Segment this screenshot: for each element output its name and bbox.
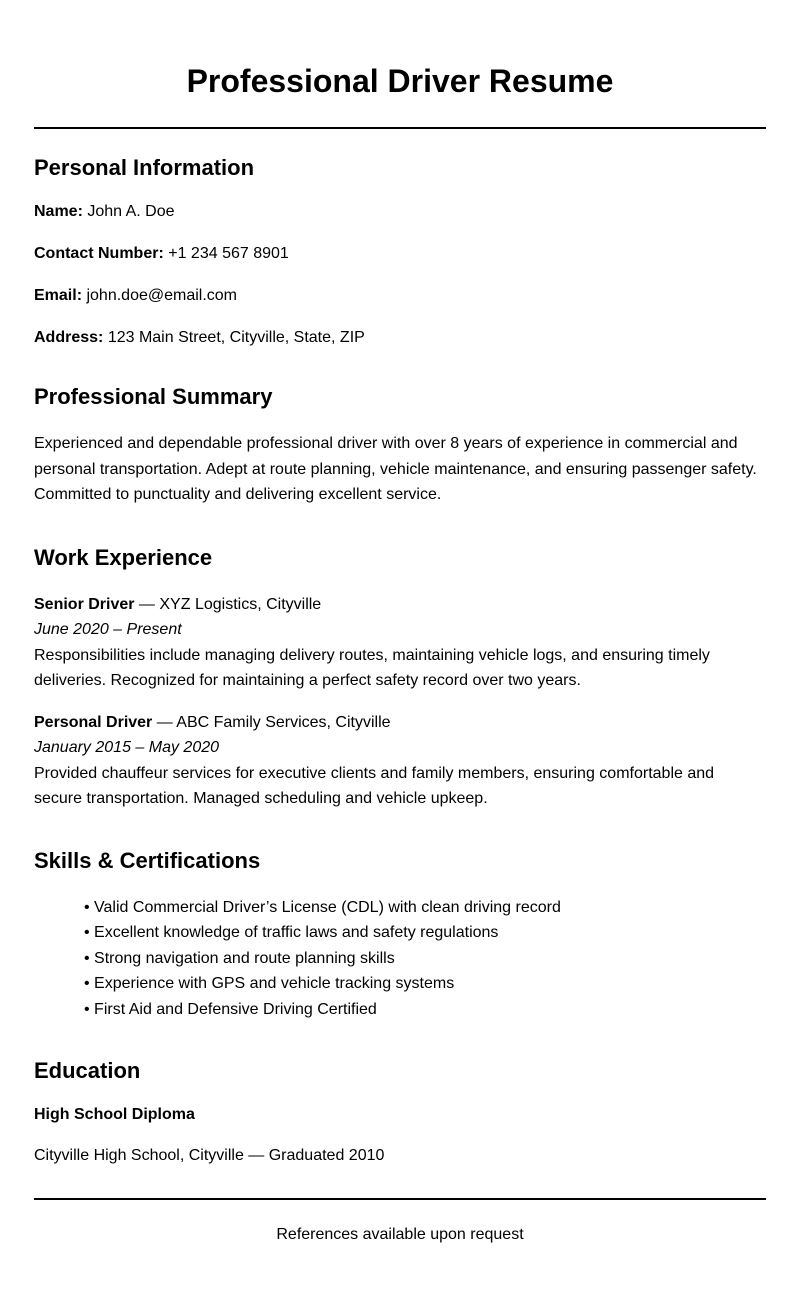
education-section xyxy=(34,1058,766,1166)
job-entry-senior-driver xyxy=(34,592,766,694)
personal-information-heading: Personal Information xyxy=(34,155,255,180)
education-school: Cityville High School, Cityville — Graduated 2010 xyxy=(34,1147,385,1164)
job-role: Personal Driver xyxy=(34,713,153,731)
name-field xyxy=(34,202,766,222)
job-dates: June 2020 – Present xyxy=(34,621,182,638)
contact-number-field xyxy=(34,244,766,264)
name-value: John A. Doe xyxy=(87,203,175,220)
list-item: • Excellent knowledge of traffic laws and safety regulations xyxy=(84,924,499,941)
work-experience-section xyxy=(34,545,766,812)
job-dates: January 2015 – May 2020 xyxy=(34,739,220,756)
page-title: Professional Driver Resume xyxy=(186,63,614,99)
contact-number-value: +1 234 567 8901 xyxy=(168,245,289,262)
job-description: Responsibilities include managing delivery routes, maintaining vehicle logs, and ensuring timely deliveries. Recognized for maintaining a perfect safety record over two years. xyxy=(34,646,710,689)
address-value: 123 Main Street, Cityville, State, ZIP xyxy=(107,329,365,346)
work-experience-heading: Work Experience xyxy=(34,544,213,570)
list-item: • Experience with GPS and vehicle tracking systems xyxy=(84,975,455,992)
email-field xyxy=(34,286,766,306)
list-item: • First Aid and Defensive Driving Certified xyxy=(84,1000,377,1018)
professional-summary-text: Experienced and dependable professional driver with over 8 years of experience in commercial and personal transportation. Adept at route planning, vehicle maintenance, and ensuring passenger safety. Committed to punctuality and delivering excellent service. xyxy=(34,435,757,503)
job-role: Senior Driver xyxy=(34,595,135,613)
header-divider xyxy=(34,127,766,129)
footer-note: References available upon request xyxy=(276,1226,524,1243)
name-label: Name: xyxy=(34,203,83,220)
job-company: — ABC Family Services, Cityville xyxy=(152,713,391,731)
address-field xyxy=(34,328,766,348)
skills-certifications-heading: Skills & Certifications xyxy=(34,847,261,873)
email-value: john.doe@email.com xyxy=(86,287,238,304)
job-company: — XYZ Logistics, Cityville xyxy=(134,595,322,613)
email-label: Email: xyxy=(34,287,83,304)
personal-information-section xyxy=(34,155,766,348)
job-entry-personal-driver xyxy=(34,710,766,812)
education-degree: High School Diploma xyxy=(34,1106,195,1123)
contact-number-label: Contact Number: xyxy=(34,245,164,262)
list-item: • Strong navigation and route planning skills xyxy=(84,949,395,967)
professional-summary-heading: Professional Summary xyxy=(34,384,273,409)
footer-divider xyxy=(34,1198,766,1200)
education-heading: Education xyxy=(34,1058,141,1083)
professional-summary-section xyxy=(34,384,766,508)
skills-certifications-section xyxy=(34,848,766,1023)
address-label: Address: xyxy=(34,329,104,346)
job-description: Provided chauffeur services for executive clients and family members, ensuring comfortable and secure transportation. Managed scheduling and vehicle upkeep. xyxy=(34,764,715,807)
list-item: • Valid Commercial Driver’s License (CDL) with clean driving record xyxy=(84,898,561,916)
skills-list xyxy=(34,895,766,1023)
